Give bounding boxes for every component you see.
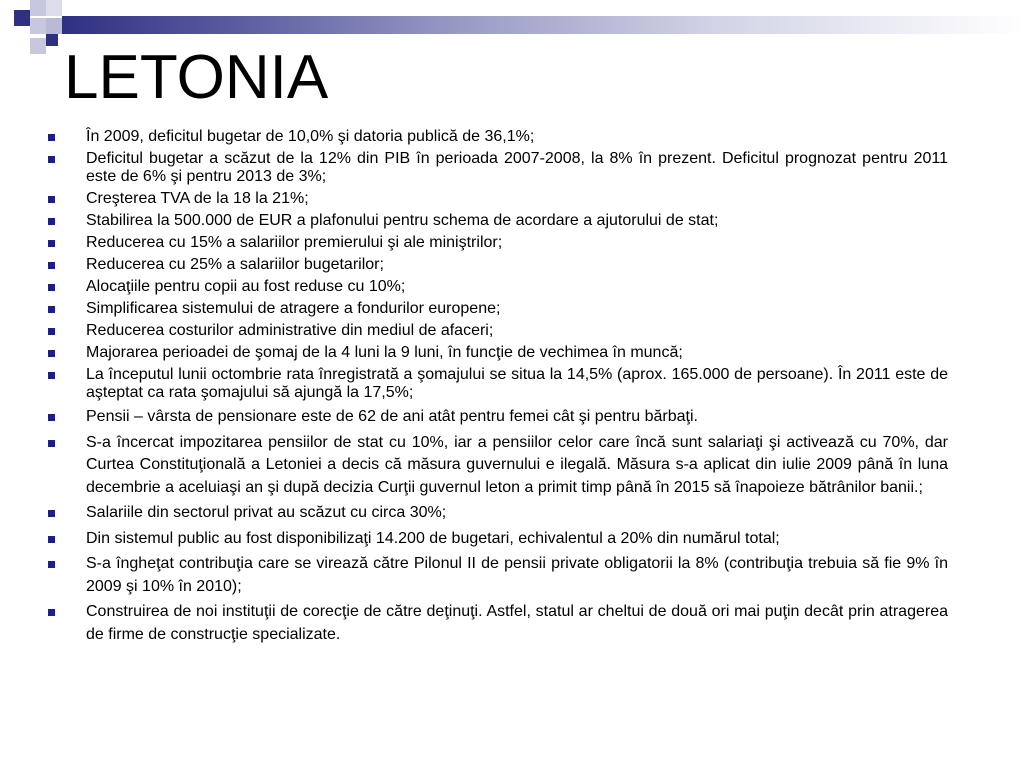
bullet-text: Creşterea TVA de la 18 la 21%; xyxy=(86,190,309,207)
square-bullet-icon xyxy=(48,240,55,247)
square-bullet-icon xyxy=(48,350,55,357)
square-bullet-icon xyxy=(48,262,55,269)
bullet-text: Reducerea cu 25% a salariilor bugetarilor; xyxy=(86,256,384,273)
list-item xyxy=(48,256,948,274)
decor-square-light-2 xyxy=(46,0,62,16)
list-item xyxy=(48,601,948,646)
list-item xyxy=(48,322,948,340)
square-bullet-icon xyxy=(48,372,55,379)
list-item xyxy=(48,190,948,208)
list-item xyxy=(48,278,948,296)
decor-square-light-1 xyxy=(30,0,46,16)
list-item xyxy=(48,432,948,500)
square-bullet-icon xyxy=(48,414,55,421)
bullet-text: În 2009, deficitul bugetar de 10,0% şi datoria publică de 36,1%; xyxy=(86,128,535,145)
bullet-text: Construirea de noi instituţii de corecţie de către deţinuţi. Astfel, statul ar cheltui de două ori mai puţin decât prin atragerea de firme de construcţie specializate. xyxy=(86,603,948,643)
bullet-text: S-a îngheţat contribuţia care se virează către Pilonul II de pensii private obligatorii la 8% (contribuţia trebuia să fie 9% în 2009 şi 10% în 2010); xyxy=(86,555,948,595)
bullet-text: Reducerea costurilor administrative din mediul de afaceri; xyxy=(86,322,494,339)
decor-square-dark-1 xyxy=(14,10,30,26)
square-bullet-icon xyxy=(48,440,55,447)
bullet-text: Salariile din sectorul privat au scăzut cu circa 30%; xyxy=(86,504,447,521)
list-item xyxy=(48,366,948,402)
decor-square-light-5 xyxy=(30,38,46,54)
decor-square-dark-2 xyxy=(46,34,58,46)
decor-square-light-4 xyxy=(46,18,62,34)
bullet-list xyxy=(48,128,948,649)
list-item xyxy=(48,128,948,146)
list-item xyxy=(48,344,948,362)
bullet-text: Majorarea perioadei de şomaj de la 4 luni la 9 luni, în funcţie de vechimea în muncă; xyxy=(86,344,683,361)
decorative-gradient-bar xyxy=(62,16,1024,34)
square-bullet-icon xyxy=(48,218,55,225)
square-bullet-icon xyxy=(48,306,55,313)
list-item xyxy=(48,406,948,429)
list-item xyxy=(48,212,948,230)
list-item xyxy=(48,502,948,525)
bullet-text: Simplificarea sistemului de atragere a fondurilor europene; xyxy=(86,300,501,317)
bullet-text: La începutul lunii octombrie rata înregistrată a şomajului se situa la 14,5% (aprox. 165.000 de persoane). În 2011 este de aşteptat ca rata şomajului să ajungă la 17,5%; xyxy=(86,366,948,401)
list-item xyxy=(48,150,948,186)
square-bullet-icon xyxy=(48,156,55,163)
list-item xyxy=(48,528,948,551)
square-bullet-icon xyxy=(48,510,55,517)
bullet-text: Deficitul bugetar a scăzut de la 12% din PIB în perioada 2007-2008, la 8% în prezent. Deficitul prognozat pentru 2011 este de 6% şi pentru 2013 de 3%; xyxy=(86,150,948,185)
slide-title: LETONIA xyxy=(64,43,329,112)
square-bullet-icon xyxy=(48,134,55,141)
list-item xyxy=(48,234,948,252)
square-bullet-icon xyxy=(48,284,55,291)
list-item xyxy=(48,300,948,318)
bullet-text: S-a încercat impozitarea pensiilor de stat cu 10%, iar a pensiilor celor care încă sunt salariaţi şi activează cu 70%, dar Curtea Constituţională a Letoniei a decis că măsura guvernului e ilegală. Măsura s-a aplicat din iulie 2009 până în luna decembrie a aceluiaşi an şi după decizia Curţii guvernul leton a primit timp până în 2015 să înapoieze bătrânilor banii.; xyxy=(86,433,948,496)
square-bullet-icon xyxy=(48,536,55,543)
decor-square-light-3 xyxy=(30,18,46,34)
bullet-text: Alocaţiile pentru copii au fost reduse cu 10%; xyxy=(86,278,406,295)
square-bullet-icon xyxy=(48,561,55,568)
bullet-text: Pensii – vârsta de pensionare este de 62 de ani atât pentru femei cât şi pentru bărbaţi. xyxy=(86,408,698,425)
bullet-text: Stabilirea la 500.000 de EUR a plafonului pentru schema de acordare a ajutorului de stat; xyxy=(86,212,719,229)
bullet-text: Din sistemul public au fost disponibilizaţi 14.200 de bugetari, echivalentul a 20% din numărul total; xyxy=(86,529,780,547)
square-bullet-icon xyxy=(48,196,55,203)
list-item xyxy=(48,553,948,598)
square-bullet-icon xyxy=(48,609,55,616)
bullet-text: Reducerea cu 15% a salariilor premierului şi ale miniştrilor; xyxy=(86,234,503,251)
square-bullet-icon xyxy=(48,328,55,335)
